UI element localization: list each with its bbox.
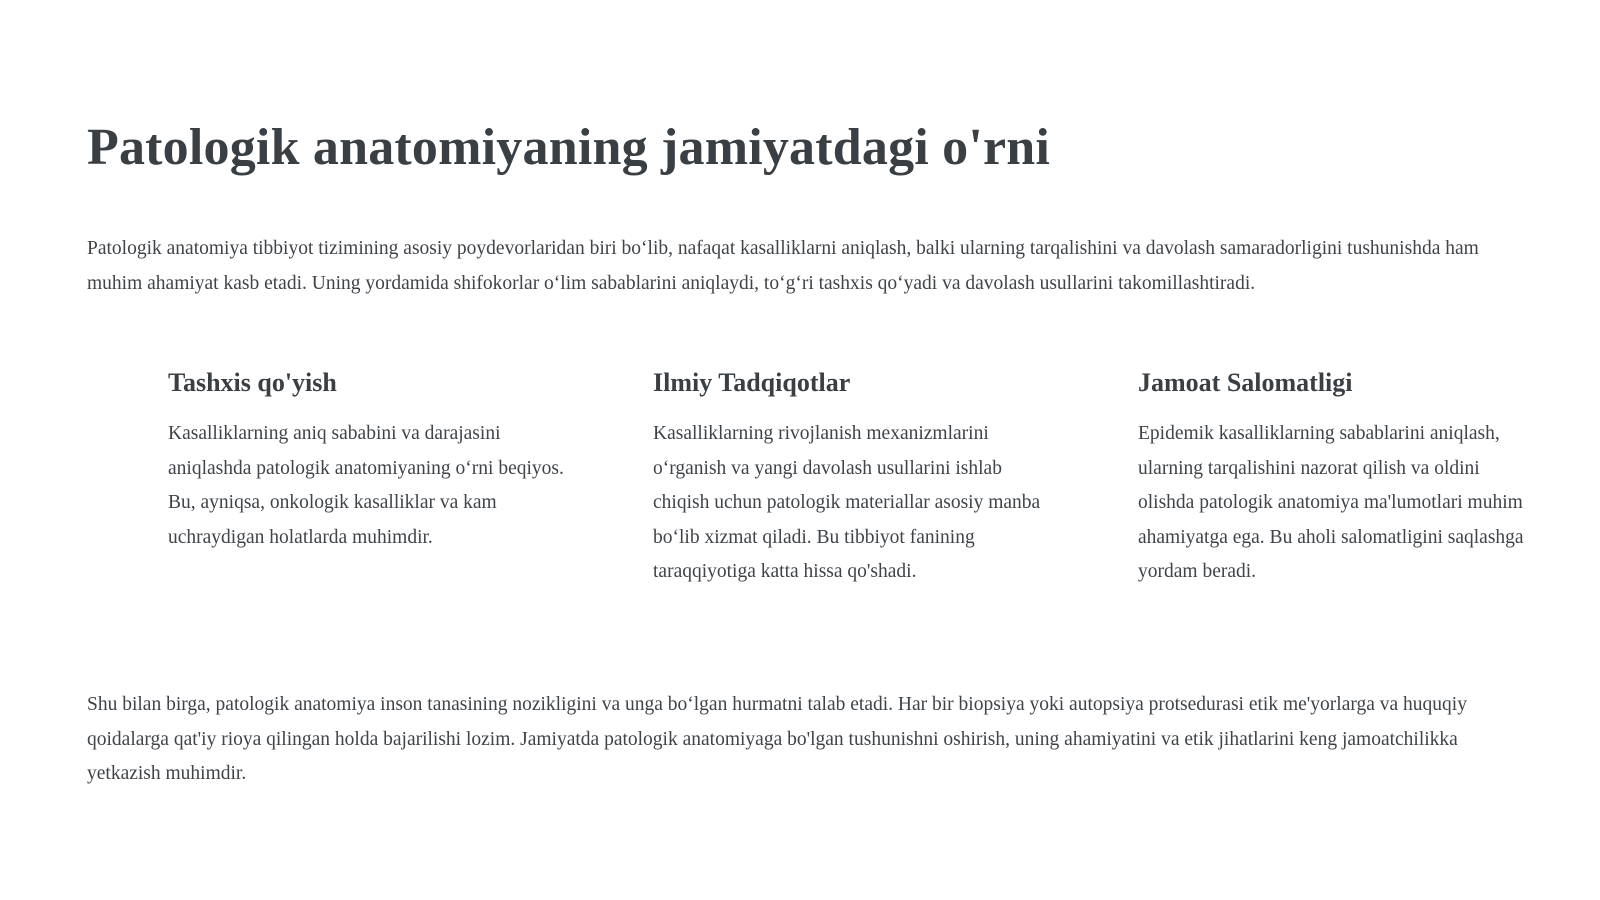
column-heading: Ilmiy Tadqiqotlar [653,368,851,397]
column-public-health [1138,366,1528,590]
column-text: Epidemik kasalliklarning sabablarini aniqlash, ularning tarqalishini nazorat qilish va oldini olishda patologik anatomiya ma'lumotlari muhim ahamiyatga ega. Bu aholi salomatligini saqlashga yordam beradi. [1138,423,1524,582]
column-diagnosis [168,366,568,590]
column-text: Kasalliklarning rivojlanish mexanizmlarini o‘rganish va yangi davolash usullarini ishlab chiqish uchun patologik materiallar asosiy manba bo‘lib xizmat qiladi. Bu tibbiyot fanining taraqqiyotiga katta hissa qo'shadi. [653,423,1041,582]
intro-paragraph: Patologik anatomiya tibbiyot tizimining asosiy poydevorlaridan biri bo‘lib, nafaqat kasalliklarni aniqlash, balki ularning tarqalishini va davolash samaradorligini tushunishda ham muhim ahamiyat kasb etadi. Uning yordamida shifokorlar o‘lim sabablarini aniqlaydi, to‘g‘ri tashxis qo‘yadi va davolash usullarini takomillashtiradi. [87,238,1479,294]
slide-title: Patologik anatomiyaning jamiyatdagi o'rni [87,119,1051,176]
column-heading: Jamoat Salomatligi [1138,368,1353,397]
outro-paragraph: Shu bilan birga, patologik anatomiya inson tanasining nozikligini va unga bo‘lgan hurmatni talab etadi. Har bir biopsiya yoki autopsiya protsedurasi etik me'yorlarga va huquqiy qoidalarga qat'iy rioya qilingan holda bajarilishi lozim. Jamiyatda patologik anatomiyaga bo'lgan tushunishni oshirish, uning ahamiyatini va etik jihatlarini keng jamoatchilikka yetkazish muhimdir. [87,694,1467,784]
column-heading: Tashxis qo'yish [168,368,337,397]
column-text: Kasalliklarning aniq sababini va darajasini aniqlashda patologik anatomiyaning o‘rni beqiyos. Bu, ayniqsa, onkologik kasalliklar va kam uchraydigan holatlarda muhimdir. [168,423,564,548]
feature-columns [168,366,1528,590]
column-research [653,366,1053,590]
